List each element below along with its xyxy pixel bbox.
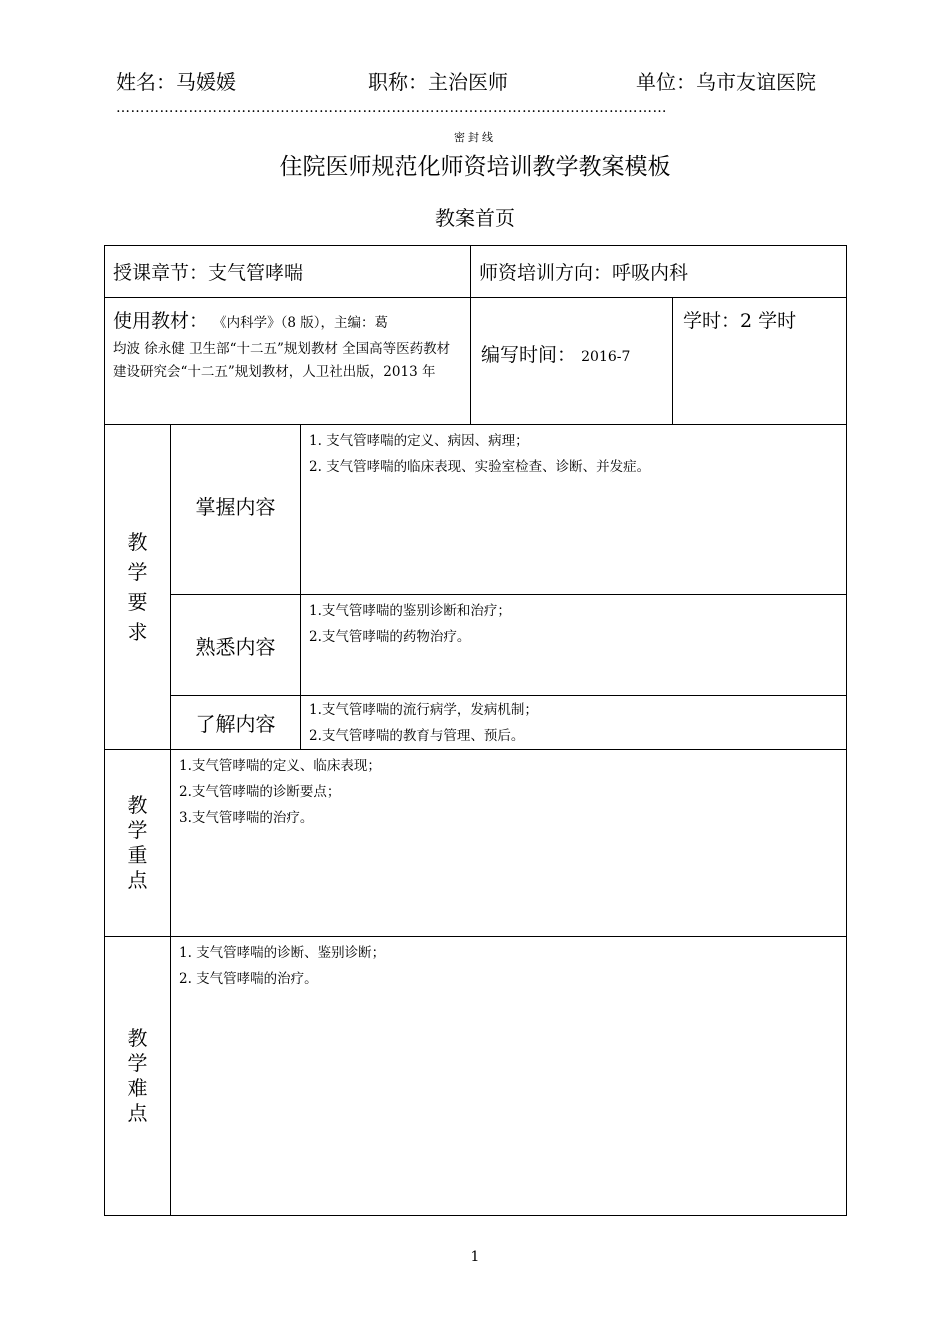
teaching-requirements-label: 教 学 要 求 — [105, 425, 171, 750]
key-points-cell — [171, 750, 847, 937]
direction-cell — [471, 246, 847, 298]
textbook-label: 使用教材： — [113, 310, 209, 332]
list-item: 2.支气管哮喘的诊断要点； — [179, 784, 341, 800]
list-item: 1.支气管哮喘的流行病学，发病机制； — [309, 702, 538, 718]
author-unit: 单位：乌市友谊医院 — [636, 70, 816, 94]
chapter-cell — [105, 246, 471, 298]
list-item: 1. 支气管哮喘的定义、病因、病理； — [309, 433, 529, 449]
familiar-content-cell — [301, 595, 847, 696]
list-item: 1.支气管哮喘的定义、临床表现； — [179, 758, 381, 774]
page-number: 1 — [470, 1249, 480, 1265]
document-title: 住院医师规范化师资培训教学教案模板 — [279, 154, 671, 180]
chapter-text: 授课章节：支气管哮喘 — [113, 262, 304, 284]
list-item: 2.支气管哮喘的药物治疗。 — [309, 629, 471, 645]
know-content-cell — [301, 696, 847, 750]
write-time-label: 编写时间： — [481, 344, 577, 366]
header-info — [116, 66, 838, 96]
write-time-value: 2016-7 — [581, 349, 631, 365]
direction-text: 师资培训方向：呼吸内科 — [479, 262, 689, 284]
document-subtitle: 教案首页 — [435, 206, 515, 230]
list-item: 2. 支气管哮喘的治疗。 — [179, 971, 318, 987]
teaching-difficulties-label: 教 学 难 点 — [105, 937, 171, 1216]
difficulties-cell — [171, 937, 847, 1216]
know-content-label: 了解内容 — [171, 696, 301, 750]
textbook-text: 均波 徐永健 卫生部“十二五”规划教材 全国高等医药教材建设研究会“十二五”规划教材，人卫社出版，2013 年 — [113, 341, 451, 380]
master-content-label: 掌握内容 — [171, 425, 301, 595]
write-time-cell — [471, 298, 673, 425]
list-item: 1. 支气管哮喘的诊断、鉴别诊断； — [179, 945, 386, 961]
textbook-text-line1: 《内科学》（8 版），主编：葛 — [213, 315, 388, 331]
seal-line-label: 密封线 — [454, 131, 496, 144]
author-title: 职称：主治医师 — [368, 70, 508, 94]
author-name: 姓名：马媛媛 — [116, 70, 236, 94]
seal-dotted-line: …………………………………………………………………………………………………… — [116, 100, 667, 116]
master-content-cell — [301, 425, 847, 595]
list-item: 3.支气管哮喘的治疗。 — [179, 810, 314, 826]
list-item: 2.支气管哮喘的教育与管理、预后。 — [309, 728, 525, 744]
hours-text: 学时：2 学时 — [683, 310, 797, 332]
hours-cell — [673, 298, 847, 425]
textbook-cell — [105, 298, 471, 425]
list-item: 1.支气管哮喘的鉴别诊断和治疗； — [309, 603, 511, 619]
lesson-plan-table — [104, 245, 847, 1216]
familiar-content-label: 熟悉内容 — [171, 595, 301, 696]
teaching-key-points-label: 教 学 重 点 — [105, 750, 171, 937]
list-item: 2. 支气管哮喘的临床表现、实验室检查、诊断、并发症。 — [309, 459, 651, 475]
